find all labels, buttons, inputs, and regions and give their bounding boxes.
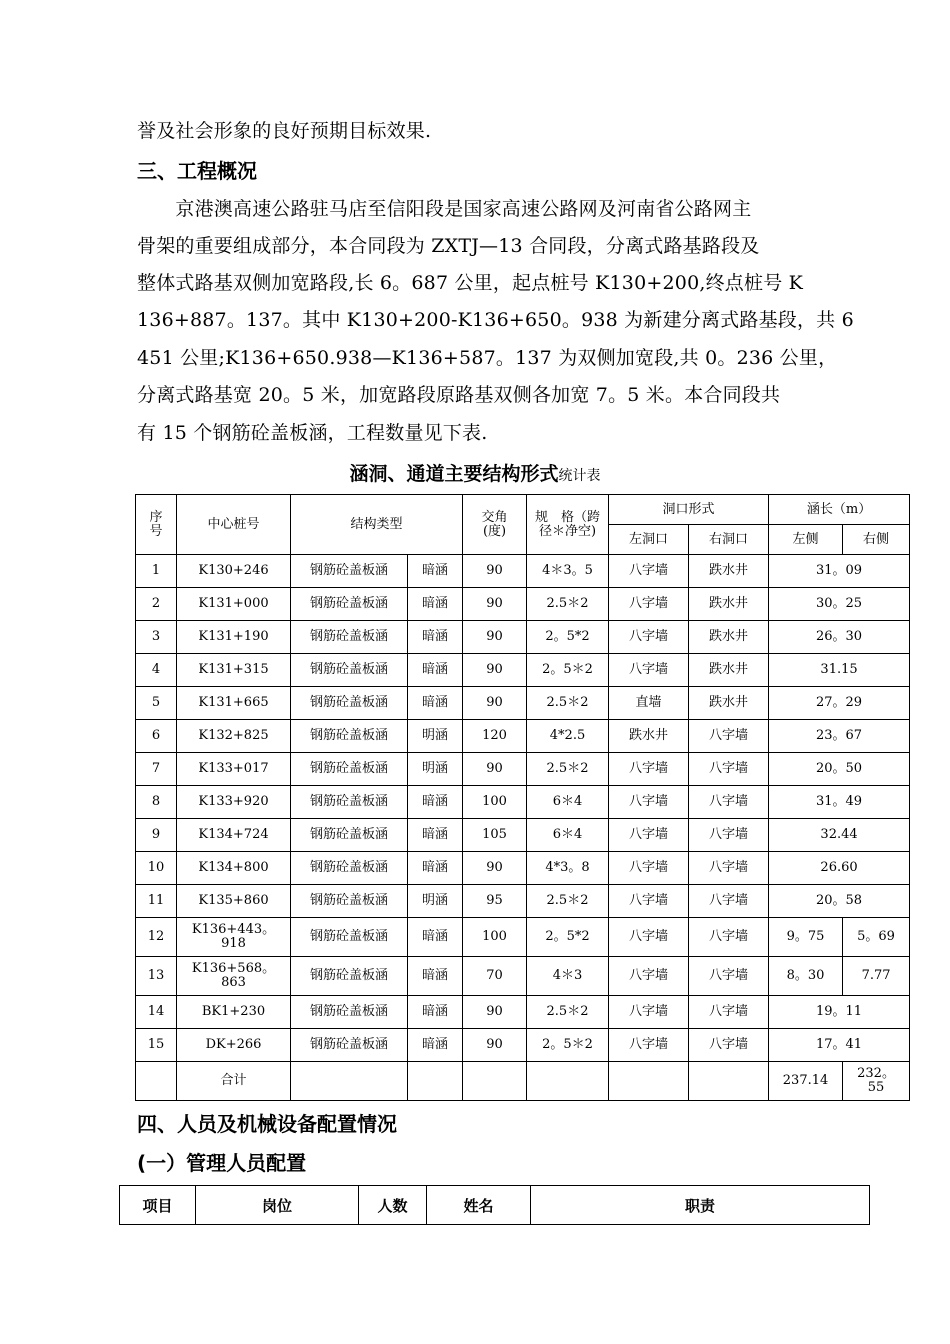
cell-portal-left: 八字墙 — [609, 1029, 689, 1062]
cell-length: 31.15 — [769, 654, 910, 687]
cell-portal-right: 跌水井 — [689, 621, 769, 654]
cell-portal-right: 跌水井 — [689, 588, 769, 621]
header-length: 涵长（m） — [769, 495, 910, 525]
cell-length-right: 5。69 — [843, 918, 910, 957]
cell-portal-right: 八字墙 — [689, 918, 769, 957]
cell-length: 27。29 — [769, 687, 910, 720]
staff-header-row — [120, 1186, 870, 1225]
table-row — [136, 957, 910, 996]
cell-structure-type: 钢筋砼盖板涵 — [291, 786, 408, 819]
table-row — [136, 819, 910, 852]
cell-structure-type: 钢筋砼盖板涵 — [291, 819, 408, 852]
cell-spec: 2.5＊2 — [527, 753, 609, 786]
table-row — [136, 1029, 910, 1062]
culvert-rows-tail — [136, 996, 910, 1062]
cell-portal-right: 八字墙 — [689, 753, 769, 786]
cell-angle: 90 — [463, 588, 527, 621]
cell-portal-left: 八字墙 — [609, 621, 689, 654]
header-portal: 洞口形式 — [609, 495, 769, 525]
cell-seq: 9 — [136, 819, 177, 852]
header-angle: 交角(度) — [463, 495, 527, 555]
cell-angle: 90 — [463, 852, 527, 885]
cell-spec: 4*2.5 — [527, 720, 609, 753]
overview-line: 136+887。137。其中 K130+200-K136+650。938 为新建分离式路基段，共 6 — [137, 309, 854, 331]
total-cell — [609, 1062, 689, 1101]
overview-line: 451 公里;K136+650.938—K136+587。137 为双侧加宽段,共 0。236 公里， — [137, 347, 838, 369]
cell-spec: 2。5＊2 — [527, 654, 609, 687]
overview-line: 分离式路基宽 20。5 米，加宽路段原路基双侧各加宽 7。5 米。本合同段共 — [137, 384, 781, 406]
cell-angle: 100 — [463, 786, 527, 819]
cell-structure-type: 钢筋砼盖板涵 — [291, 996, 408, 1029]
table-row — [136, 621, 910, 654]
cell-culvert-kind: 暗涵 — [408, 1029, 463, 1062]
header-portal-left: 左洞口 — [609, 525, 689, 555]
cell-structure-type: 钢筋砼盖板涵 — [291, 654, 408, 687]
cell-angle: 90 — [463, 687, 527, 720]
cell-culvert-kind: 暗涵 — [408, 996, 463, 1029]
cell-spec: 2.5＊2 — [527, 588, 609, 621]
staff-header-item: 项目 — [120, 1186, 196, 1225]
cell-length: 31。49 — [769, 786, 910, 819]
cell-seq: 3 — [136, 621, 177, 654]
cell-length: 19。11 — [769, 996, 910, 1029]
cell-portal-left: 八字墙 — [609, 819, 689, 852]
cell-seq: 6 — [136, 720, 177, 753]
cell-structure-type: 钢筋砼盖板涵 — [291, 555, 408, 588]
table-row — [136, 654, 910, 687]
table-row — [136, 918, 910, 957]
header-station: 中心桩号 — [177, 495, 291, 555]
cell-spec: 2。5*2 — [527, 918, 609, 957]
total-cell — [291, 1062, 408, 1101]
cell-station: K131+665 — [177, 687, 291, 720]
header-structure: 结构类型 — [291, 495, 463, 555]
total-cell — [408, 1062, 463, 1101]
cell-length: 32.44 — [769, 819, 910, 852]
cell-culvert-kind: 暗涵 — [408, 786, 463, 819]
cell-length: 20。58 — [769, 885, 910, 918]
cell-length: 17。41 — [769, 1029, 910, 1062]
cell-spec: 2.5＊2 — [527, 996, 609, 1029]
cell-spec: 6＊4 — [527, 819, 609, 852]
cell-station: K135+860 — [177, 885, 291, 918]
total-length-right: 232。55 — [843, 1062, 910, 1101]
cell-portal-left: 直墙 — [609, 687, 689, 720]
header-length-right: 右侧 — [843, 525, 910, 555]
staff-table — [119, 1185, 870, 1225]
table-row — [136, 852, 910, 885]
cell-station: K133+920 — [177, 786, 291, 819]
cell-culvert-kind: 暗涵 — [408, 654, 463, 687]
cell-spec: 4＊3。5 — [527, 555, 609, 588]
cell-angle: 70 — [463, 957, 527, 996]
cell-length: 30。25 — [769, 588, 910, 621]
cell-portal-right: 跌水井 — [689, 687, 769, 720]
table-caption-main: 涵洞、通道主要结构形式 — [349, 463, 559, 485]
table-row — [136, 687, 910, 720]
cell-culvert-kind: 暗涵 — [408, 621, 463, 654]
cell-angle: 90 — [463, 996, 527, 1029]
table-row — [136, 753, 910, 786]
header-length-left: 左侧 — [769, 525, 843, 555]
cell-structure-type: 钢筋砼盖板涵 — [291, 885, 408, 918]
cell-portal-right: 八字墙 — [689, 852, 769, 885]
overview-line: 京港澳高速公路驻马店至信阳段是国家高速公路网及河南省公路网主 — [137, 198, 752, 220]
cell-culvert-kind: 明涵 — [408, 885, 463, 918]
table-row — [136, 555, 910, 588]
cell-portal-right: 八字墙 — [689, 720, 769, 753]
cell-station: DK+266 — [177, 1029, 291, 1062]
table-row — [136, 885, 910, 918]
cell-portal-left: 八字墙 — [609, 588, 689, 621]
cell-station: K131+315 — [177, 654, 291, 687]
cell-length: 26.60 — [769, 852, 910, 885]
cell-structure-type: 钢筋砼盖板涵 — [291, 621, 408, 654]
cell-seq: 15 — [136, 1029, 177, 1062]
staff-header-count: 人数 — [359, 1186, 427, 1225]
cell-spec: 2.5＊2 — [527, 885, 609, 918]
table-row — [136, 720, 910, 753]
cell-portal-right: 跌水井 — [689, 654, 769, 687]
cell-angle: 90 — [463, 753, 527, 786]
subsection-heading-management: (一）管理人员配置 — [137, 1151, 307, 1175]
cell-seq: 11 — [136, 885, 177, 918]
cell-portal-left: 八字墙 — [609, 885, 689, 918]
cell-spec: 4*3。8 — [527, 852, 609, 885]
cell-structure-type: 钢筋砼盖板涵 — [291, 1029, 408, 1062]
cell-portal-right: 跌水井 — [689, 555, 769, 588]
culvert-rows-split — [136, 918, 910, 996]
cell-seq: 12 — [136, 918, 177, 957]
cell-culvert-kind: 暗涵 — [408, 852, 463, 885]
paragraph-intro-tail: 誉及社会形象的良好预期目标效果. — [137, 120, 432, 142]
table-row — [136, 588, 910, 621]
cell-structure-type: 钢筋砼盖板涵 — [291, 687, 408, 720]
cell-seq: 4 — [136, 654, 177, 687]
culvert-table — [135, 494, 910, 1101]
total-cell — [463, 1062, 527, 1101]
cell-station: K136+443。918 — [177, 918, 291, 957]
cell-spec: 2。5＊2 — [527, 1029, 609, 1062]
cell-culvert-kind: 暗涵 — [408, 555, 463, 588]
total-cell — [689, 1062, 769, 1101]
cell-spec: 2。5*2 — [527, 621, 609, 654]
cell-angle: 90 — [463, 1029, 527, 1062]
cell-structure-type: 钢筋砼盖板涵 — [291, 720, 408, 753]
cell-structure-type: 钢筋砼盖板涵 — [291, 753, 408, 786]
cell-culvert-kind: 暗涵 — [408, 687, 463, 720]
cell-portal-left: 八字墙 — [609, 918, 689, 957]
cell-length: 31。09 — [769, 555, 910, 588]
cell-culvert-kind: 暗涵 — [408, 819, 463, 852]
cell-spec: 4＊3 — [527, 957, 609, 996]
cell-portal-right: 八字墙 — [689, 786, 769, 819]
cell-seq: 1 — [136, 555, 177, 588]
overview-line: 整体式路基双侧加宽路段,长 6。687 公里，起点桩号 K130+200,终点桩号 K — [137, 272, 804, 294]
cell-portal-right: 八字墙 — [689, 819, 769, 852]
cell-portal-right: 八字墙 — [689, 996, 769, 1029]
cell-portal-right: 八字墙 — [689, 885, 769, 918]
cell-portal-left: 八字墙 — [609, 555, 689, 588]
header-portal-right: 右洞口 — [689, 525, 769, 555]
cell-angle: 120 — [463, 720, 527, 753]
overview-line: 骨架的重要组成部分，本合同段为 ZXTJ—13 合同段，分离式路基路段及 — [137, 235, 760, 257]
cell-station: K131+190 — [177, 621, 291, 654]
section-heading-staffing: 四、人员及机械设备配置情况 — [137, 1112, 397, 1136]
cell-spec: 6＊4 — [527, 786, 609, 819]
cell-portal-left: 八字墙 — [609, 786, 689, 819]
cell-station: K131+000 — [177, 588, 291, 621]
overview-line: 有 15 个钢筋砼盖板涵，工程数量见下表. — [137, 422, 488, 444]
cell-angle: 95 — [463, 885, 527, 918]
cell-length: 23。67 — [769, 720, 910, 753]
cell-length-left: 9。75 — [769, 918, 843, 957]
cell-seq: 5 — [136, 687, 177, 720]
header-spec: 规 格（跨径＊净空) — [527, 495, 609, 555]
cell-station: K132+825 — [177, 720, 291, 753]
section-heading-overview: 三、工程概况 — [137, 159, 257, 183]
table-caption-sub: 统计表 — [558, 468, 601, 484]
cell-angle: 90 — [463, 555, 527, 588]
total-length-left: 237.14 — [769, 1062, 843, 1101]
cell-portal-left: 八字墙 — [609, 996, 689, 1029]
cell-angle: 90 — [463, 654, 527, 687]
staff-header-duty: 职责 — [531, 1186, 870, 1225]
cell-length-right: 7.77 — [843, 957, 910, 996]
cell-seq: 7 — [136, 753, 177, 786]
cell-station: K136+568。863 — [177, 957, 291, 996]
cell-culvert-kind: 明涵 — [408, 753, 463, 786]
cell-station: K130+246 — [177, 555, 291, 588]
cell-portal-right: 八字墙 — [689, 957, 769, 996]
culvert-rows — [136, 555, 910, 918]
cell-culvert-kind: 暗涵 — [408, 918, 463, 957]
cell-portal-left: 跌水井 — [609, 720, 689, 753]
cell-seq: 2 — [136, 588, 177, 621]
header-row — [136, 495, 910, 525]
staff-header-name: 姓名 — [427, 1186, 531, 1225]
cell-portal-left: 八字墙 — [609, 654, 689, 687]
cell-structure-type: 钢筋砼盖板涵 — [291, 852, 408, 885]
cell-culvert-kind: 明涵 — [408, 720, 463, 753]
cell-spec: 2.5＊2 — [527, 687, 609, 720]
cell-structure-type: 钢筋砼盖板涵 — [291, 918, 408, 957]
cell-portal-right: 八字墙 — [689, 1029, 769, 1062]
staff-header-position: 岗位 — [196, 1186, 359, 1225]
total-row — [136, 1062, 910, 1101]
cell-angle: 90 — [463, 621, 527, 654]
cell-seq: 8 — [136, 786, 177, 819]
header-seq: 序号 — [136, 495, 177, 555]
cell-culvert-kind: 暗涵 — [408, 957, 463, 996]
cell-length-left: 8。30 — [769, 957, 843, 996]
cell-station: BK1+230 — [177, 996, 291, 1029]
total-label: 合计 — [177, 1062, 291, 1101]
cell-portal-left: 八字墙 — [609, 753, 689, 786]
cell-structure-type: 钢筋砼盖板涵 — [291, 957, 408, 996]
cell-angle: 105 — [463, 819, 527, 852]
table-row — [136, 786, 910, 819]
total-cell — [136, 1062, 177, 1101]
cell-portal-left: 八字墙 — [609, 957, 689, 996]
cell-culvert-kind: 暗涵 — [408, 588, 463, 621]
cell-station: K134+800 — [177, 852, 291, 885]
cell-station: K133+017 — [177, 753, 291, 786]
cell-length: 20。50 — [769, 753, 910, 786]
cell-structure-type: 钢筋砼盖板涵 — [291, 588, 408, 621]
table-row — [136, 996, 910, 1029]
cell-seq: 10 — [136, 852, 177, 885]
cell-station: K134+724 — [177, 819, 291, 852]
table-caption — [0, 459, 950, 486]
cell-portal-left: 八字墙 — [609, 852, 689, 885]
cell-length: 26。30 — [769, 621, 910, 654]
total-cell — [527, 1062, 609, 1101]
cell-seq: 13 — [136, 957, 177, 996]
cell-seq: 14 — [136, 996, 177, 1029]
cell-angle: 100 — [463, 918, 527, 957]
